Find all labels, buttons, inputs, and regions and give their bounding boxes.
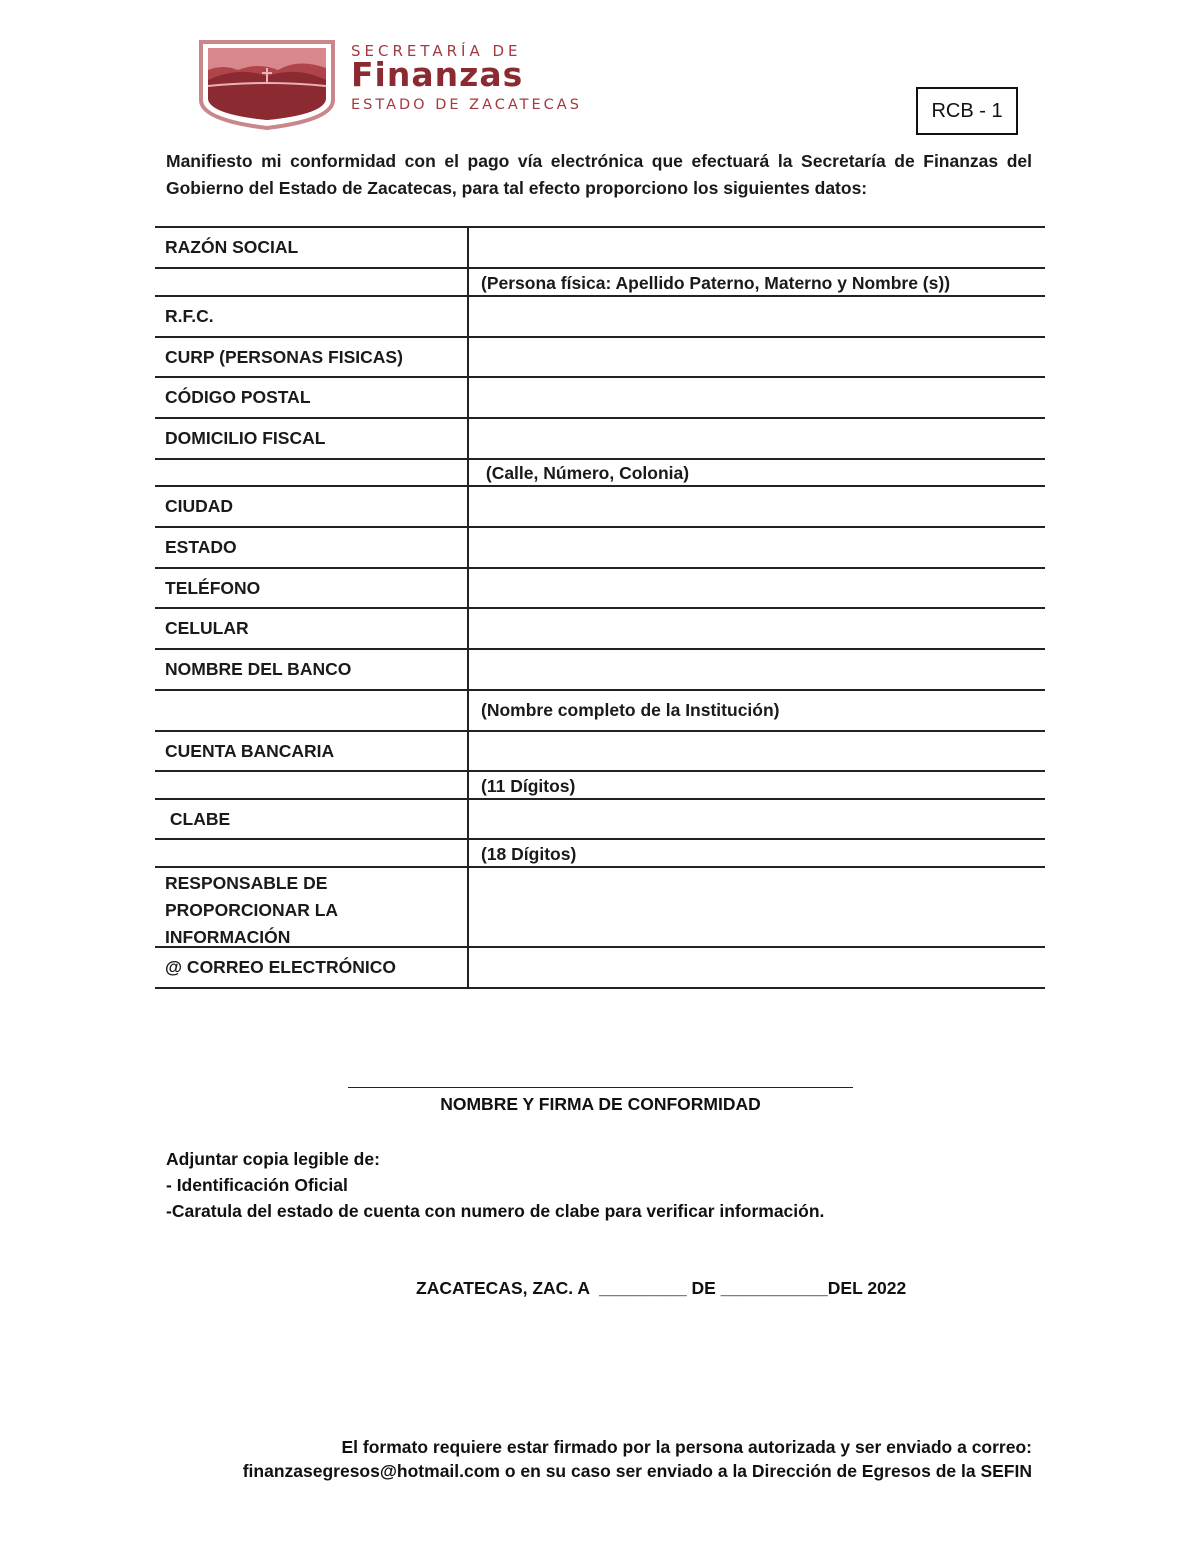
field-input-cuenta-bancaria[interactable] — [469, 732, 1045, 770]
footer-line: El formato requiere estar firmado por la persona autorizada y ser enviado a correo: — [341, 1437, 1032, 1457]
field-label — [155, 772, 469, 798]
attachments-block — [166, 1146, 824, 1224]
field-label: DOMICILIO FISCAL — [155, 419, 469, 458]
field-input-nombre-banco[interactable] — [469, 650, 1045, 689]
field-label: @ CORREO ELECTRÓNICO — [155, 948, 469, 987]
form-row-hint — [155, 458, 1045, 485]
form-row-razon-social — [155, 226, 1045, 267]
form-row-cuenta-bancaria — [155, 730, 1045, 770]
form-row-hint — [155, 770, 1045, 798]
field-label: RAZÓN SOCIAL — [155, 228, 469, 267]
field-input-telefono[interactable] — [469, 569, 1045, 607]
field-label: CÓDIGO POSTAL — [155, 378, 469, 417]
form-row-celular — [155, 607, 1045, 648]
form-row-responsable — [155, 866, 1045, 946]
logo-sub-text: ESTADO DE ZACATECAS — [351, 97, 582, 113]
form-row-estado — [155, 526, 1045, 567]
form-row-correo — [155, 946, 1045, 989]
form-row-rfc — [155, 295, 1045, 336]
footer-note — [200, 1435, 1032, 1483]
field-input-responsable[interactable] — [469, 868, 1045, 946]
field-input-clabe[interactable] — [469, 800, 1045, 838]
intro-paragraph: Manifiesto mi conformidad con el pago vía electrónica que efectuará la Secretaría de Finanzas del Gobierno del Estado de Zacatecas, para tal efecto proporciono los siguientes datos: — [166, 151, 1032, 198]
form-row-curp — [155, 336, 1045, 376]
field-label: CELULAR — [155, 609, 469, 648]
attachments-title: Adjuntar copia legible de: — [166, 1149, 380, 1169]
form-code: RCB - 1 — [931, 99, 1003, 122]
field-hint: (Nombre completo de la Institución) — [481, 700, 780, 720]
form-row-hint — [155, 689, 1045, 730]
signature-label: NOMBRE Y FIRMA DE CONFORMIDAD — [440, 1094, 761, 1114]
form-code-box — [916, 87, 1018, 135]
form-table — [155, 226, 1045, 989]
form-row-clabe — [155, 798, 1045, 838]
date-line: ZACATECAS, ZAC. A _________ DE ___________DEL 2022 — [416, 1278, 907, 1298]
field-label: ESTADO — [155, 528, 469, 567]
field-label — [155, 460, 469, 485]
logo-main-text: Finanzas — [351, 55, 524, 94]
field-label: RESPONSABLE DE PROPORCIONAR LA INFORMACIÓN — [155, 868, 469, 946]
field-input-domicilio-fiscal[interactable] — [469, 419, 1045, 458]
field-input-curp[interactable] — [469, 338, 1045, 376]
form-row-telefono — [155, 567, 1045, 607]
field-label — [155, 840, 469, 866]
field-label: TELÉFONO — [155, 569, 469, 607]
attachment-item: - Identificación Oficial — [166, 1175, 348, 1195]
form-row-hint — [155, 838, 1045, 866]
field-input-celular[interactable] — [469, 609, 1045, 648]
field-label: R.F.C. — [155, 297, 469, 336]
form-row-hint — [155, 267, 1045, 295]
field-label: CIUDAD — [155, 487, 469, 526]
form-row-ciudad — [155, 485, 1045, 526]
secretaria-finanzas-logo — [198, 40, 336, 130]
field-label: CUENTA BANCARIA — [155, 732, 469, 770]
field-input-razon-social[interactable] — [469, 228, 1045, 267]
field-label: NOMBRE DEL BANCO — [155, 650, 469, 689]
field-label: CLABE — [155, 800, 469, 838]
signature-line[interactable] — [348, 1087, 853, 1088]
logo-top-text: SECRETARÍA DE — [351, 42, 522, 60]
form-row-codigo-postal — [155, 376, 1045, 417]
form-row-domicilio-fiscal — [155, 417, 1045, 458]
form-row-nombre-banco — [155, 648, 1045, 689]
field-hint: (Calle, Número, Colonia) — [481, 463, 690, 483]
field-hint: (Persona física: Apellido Paterno, Materno y Nombre (s)) — [481, 273, 951, 293]
field-hint: (11 Dígitos) — [481, 776, 576, 796]
field-input-rfc[interactable] — [469, 297, 1045, 336]
field-label — [155, 691, 469, 730]
attachment-item: -Caratula del estado de cuenta con numero de clabe para verificar información. — [166, 1201, 825, 1221]
field-input-codigo-postal[interactable] — [469, 378, 1045, 417]
footer-line: finanzasegresos@hotmail.com o en su caso ser enviado a la Dirección de Egresos de la SEFIN — [242, 1461, 1032, 1481]
field-hint: (18 Dígitos) — [481, 844, 577, 864]
field-label: CURP (PERSONAS FISICAS) — [155, 338, 469, 376]
field-label — [155, 269, 469, 295]
field-input-correo[interactable] — [469, 948, 1045, 987]
field-input-ciudad[interactable] — [469, 487, 1045, 526]
field-input-estado[interactable] — [469, 528, 1045, 567]
